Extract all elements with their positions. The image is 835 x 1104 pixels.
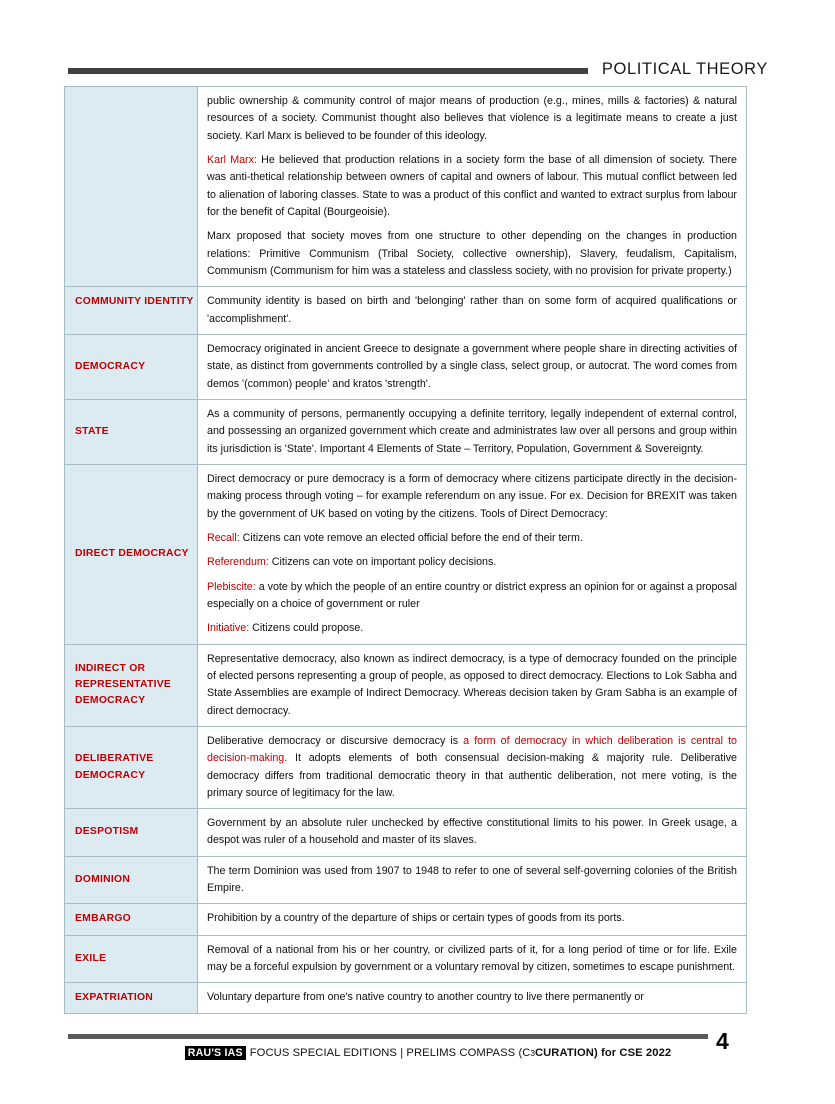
table-row	[65, 87, 747, 287]
definition-cell	[198, 983, 747, 1014]
term-cell: DEMOCRACY	[65, 334, 198, 399]
term-cell	[65, 87, 198, 287]
definition-paragraph	[207, 733, 737, 802]
definition-paragraph: Direct democracy or pure democracy is a form of democracy where citizens participate directly in the decision-making process through voting – for example referendum on any issue. For ex. Decision for BREXIT was taken by the government of UK based on voting by the citizens. Tools of Direct Democracy:	[207, 472, 737, 520]
page-header	[68, 52, 768, 86]
inline-term-label: Initiative:	[207, 622, 250, 635]
header-rule	[68, 68, 588, 74]
page-number: 4	[716, 1028, 729, 1054]
term-cell: DELIBERATIVE DEMOCRACY	[65, 726, 198, 808]
definition-cell	[198, 935, 747, 983]
table-row	[65, 644, 747, 726]
table-row	[65, 287, 747, 335]
definition-paragraph: Government by an absolute ruler unchecked by effective constitutional limits to his power. In Greek usage, a despot was ruler of a household and master of its slaves.	[207, 817, 737, 847]
inline-term-body: a vote by which the people of an entire country or district express an opinion for or against a proposal especially on a choice of government or ruler	[207, 580, 737, 610]
definition-paragraph: As a community of persons, permanently occupying a definite territory, legally independent of external control, and possessing an organized government which create and administrates law over all persons and group within its jurisdiction is 'State'. Important 4 Elements of State – Territory, Population, Government & Sovereignty.	[207, 407, 737, 455]
footer-rule	[68, 1034, 708, 1039]
table-row	[65, 809, 747, 857]
definition-paragraph: Removal of a national from his or her country, or civilized parts of it, for a long period of time or for life. Exile may be a forceful expulsion by government or a voluntary removal by citizen, sometimes to escape punishment.	[207, 943, 737, 973]
definition-cell	[198, 809, 747, 857]
term-cell: INDIRECT OR REPRESENTATIVE DEMOCRACY	[65, 644, 198, 726]
inline-term-body: Citizens could propose.	[249, 622, 364, 635]
inline-term-label: Plebiscite:	[207, 580, 256, 593]
highlighted-text: a form of democracy in which deliberation is central to decision-making.	[207, 734, 737, 765]
definition-paragraph: Democracy originated in ancient Greece to designate a government where people share in directing activities of state, as distinct from governments controlled by a single class, select group, or autocrat. The word comes from demos '(common) people' and kratos 'strength'.	[207, 342, 737, 390]
table-row	[65, 856, 747, 904]
footer-text-bold: CURATION) for CSE 2022	[534, 1047, 672, 1059]
table-row	[65, 334, 747, 399]
inline-term-body: He believed that production relations in a society form the base of all dimension of society. There was anti-thetical relationship between owners of capital and owners of labour. This mutual conflict between led to alienation of laboring classes. State to was a product of this conflict and wanted to extract surplus from labour for the benefit of Capital (Bourgeoisie).	[207, 153, 737, 218]
definition-paragraph: Prohibition by a country of the departure of ships or certain types of goods from its ports.	[207, 912, 625, 925]
definition-paragraph	[207, 554, 737, 571]
term-cell: EXPATRIATION	[65, 983, 198, 1014]
definition-paragraph	[207, 579, 737, 614]
glossary-body	[65, 87, 747, 1014]
term-cell: DESPOTISM	[65, 809, 198, 857]
term-cell: EXILE	[65, 935, 198, 983]
definition-paragraph: public ownership & community control of major means of production (e.g., mines, mills & factories) & natural resources of a society. Communist thought also believes that violence is a legitimate means to create a just society. Karl Marx is believed to be founder of this ideology.	[207, 95, 737, 142]
page-footer	[68, 1034, 768, 1080]
definition-paragraph: Voluntary departure from one's native country to another country to live there permanently or	[207, 991, 644, 1004]
definition-text-part: Deliberative democracy or discursive democracy is	[207, 734, 464, 747]
inline-term-label: Referendum:	[207, 556, 269, 569]
definition-paragraph: The term Dominion was used from 1907 to 1948 to refer to one of several self-governing colonies of the British Empire.	[207, 864, 737, 895]
definition-cell	[198, 644, 747, 726]
footer-text-regular: FOCUS SPECIAL EDITIONS | PRELIMS COMPASS (C	[249, 1047, 531, 1059]
definition-cell	[198, 287, 747, 335]
inline-term-body: Citizens can vote on important policy decisions.	[268, 556, 497, 569]
term-cell: EMBARGO	[65, 904, 198, 935]
definition-cell	[198, 904, 747, 935]
definition-cell	[198, 464, 747, 644]
brand-logo: RAU'S IAS	[185, 1046, 246, 1060]
footer-credit-line	[128, 1046, 728, 1060]
table-row	[65, 399, 747, 464]
definition-paragraph	[207, 530, 737, 547]
footer-superscript: 3	[530, 1048, 535, 1058]
table-row	[65, 904, 747, 935]
definition-cell	[198, 399, 747, 464]
term-cell: DOMINION	[65, 856, 198, 904]
definition-paragraph: Representative democracy, also known as indirect democracy, is a type of democracy founded on the principle of elected persons representing a group of people, as opposed to direct democracy. Elections to Lok Sabha and State Assemblies are example of Indirect Democracy. Whereas decision taken by Gram Sabha is an example of direct democracy.	[207, 652, 737, 717]
definition-cell	[198, 334, 747, 399]
term-cell: COMMUNITY IDENTITY	[65, 287, 198, 335]
definition-cell	[198, 726, 747, 808]
glossary-table	[64, 86, 747, 1014]
definition-paragraph: Community identity is based on birth and 'belonging' rather than on some form of acquired qualifications or 'accomplishment'.	[207, 295, 737, 325]
definition-paragraph: Marx proposed that society moves from one structure to other depending on the changes in production relations: Primitive Communism (Tribal Society, collective ownership), Slavery, feudalism, Capitalism, Communism (Communism for him was a stateless and classless society, with no provision for private property.)	[207, 230, 737, 277]
inline-term-label: Recall:	[207, 531, 240, 544]
term-cell: DIRECT DEMOCRACY	[65, 464, 198, 644]
page-title: POLITICAL THEORY	[601, 59, 768, 78]
definition-paragraph	[207, 620, 737, 637]
inline-term-body: Citizens can vote remove an elected official before the end of their term.	[239, 531, 583, 544]
definition-paragraph	[207, 152, 737, 221]
definition-text-part: It adopts elements of both consensual decision-making & majority rule. Deliberative democracy differs from traditional democratic theory in that authentic deliberation, not mere voting, is the primary source of legitimacy for the law.	[207, 752, 737, 799]
table-row	[65, 983, 747, 1014]
definition-cell	[198, 856, 747, 904]
term-cell: STATE	[65, 399, 198, 464]
table-row	[65, 935, 747, 983]
table-row	[65, 464, 747, 644]
table-row	[65, 726, 747, 808]
inline-term-label: Karl Marx:	[207, 153, 257, 166]
definition-cell	[198, 87, 747, 287]
